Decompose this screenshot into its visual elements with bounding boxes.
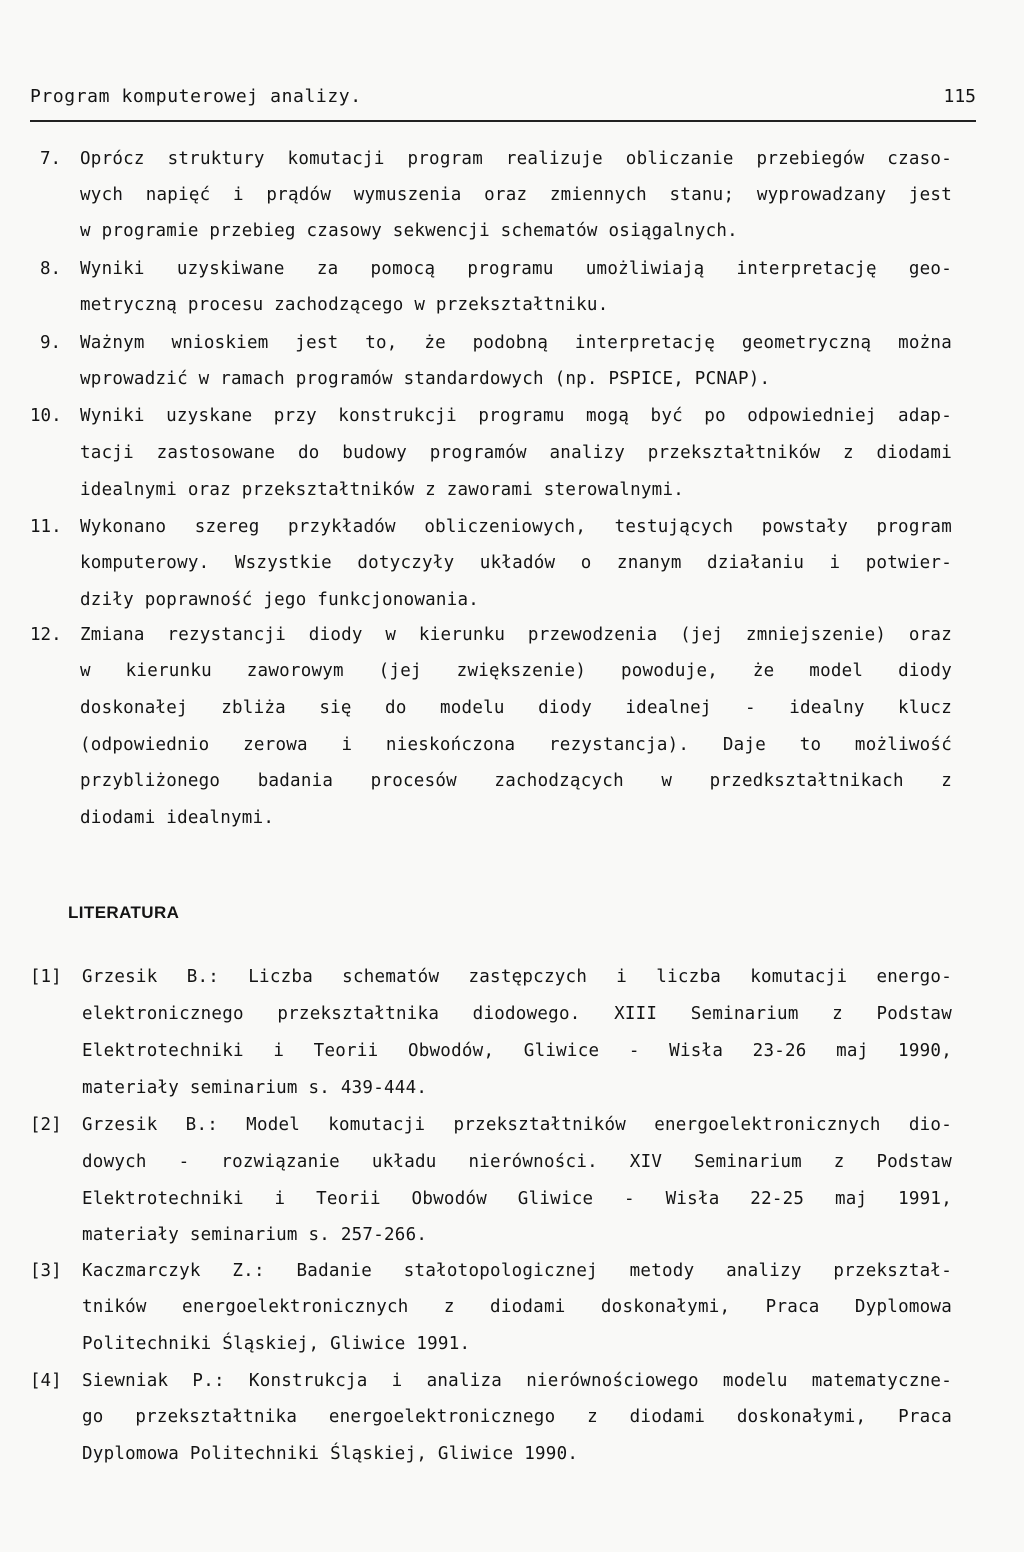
- conclusion-item-number: 8.: [40, 259, 62, 279]
- reference-item-number: [1]: [30, 967, 62, 987]
- reference-item-text-line: materiały seminarium s. 257-266.: [82, 1225, 428, 1245]
- conclusion-item-text-line: Oprócz struktury komutacji program realizuje obliczanie przebiegów czaso-: [80, 149, 952, 169]
- conclusion-item-text-line: wych napięć i prądów wymuszenia oraz zmiennych stanu; wyprowadzany jest: [80, 185, 952, 205]
- page-number: 115: [943, 86, 976, 107]
- reference-item-text-line: Elektrotechniki i Teorii Obwodów, Gliwice - Wisła 23-26 maj 1990,: [82, 1041, 952, 1061]
- reference-item-text-line: Grzesik B.: Model komutacji przekształtników energoelektronicznych dio-: [82, 1115, 952, 1135]
- reference-item-text-line: tników energoelektronicznych z diodami doskonałymi, Praca Dyplomowa: [82, 1297, 952, 1317]
- conclusion-item-number: 7.: [40, 149, 62, 169]
- conclusion-item-number: 9.: [40, 333, 62, 353]
- reference-item-text-line: Kaczmarczyk Z.: Badanie stałotopologicznej metody analizy przekształ-: [82, 1261, 952, 1281]
- page-header: [30, 86, 976, 114]
- reference-item-text-line: Siewniak P.: Konstrukcja i analiza nierównościowego modelu matematyczne-: [82, 1371, 952, 1391]
- reference-item-text-line: materiały seminarium s. 439-444.: [82, 1078, 428, 1098]
- conclusion-item-number: 12.: [30, 625, 62, 645]
- conclusion-item-text-line: diodami idealnymi.: [80, 808, 275, 828]
- conclusion-item-text-line: przybliżonego badania procesów zachodzących w przedkształtnikach z: [80, 771, 952, 791]
- conclusion-item-text-line: wprowadzić w ramach programów standardowych (np. PSPICE, PCNAP).: [80, 369, 771, 389]
- conclusion-item-text-line: w programie przebieg czasowy sekwencji schematów osiągalnych.: [80, 221, 738, 241]
- reference-item-number: [2]: [30, 1115, 62, 1135]
- conclusion-item-text-line: Zmiana rezystancji diody w kierunku przewodzenia (jej zmniejszenie) oraz: [80, 625, 952, 645]
- literature-heading: LITERATURA: [68, 903, 180, 922]
- conclusion-item-text-line: komputerowy. Wszystkie dotyczyły układów o znanym działaniu i potwier-: [80, 553, 952, 573]
- reference-item-text-line: Politechniki Śląskiej, Gliwice 1991.: [82, 1334, 471, 1354]
- reference-item-number: [3]: [30, 1261, 62, 1281]
- conclusion-item-text-line: (odpowiednio zerowa i nieskończona rezystancja). Daje to możliwość: [80, 735, 952, 755]
- reference-item-text-line: dowych - rozwiązanie układu nierówności. XIV Seminarium z Podstaw: [82, 1152, 952, 1172]
- conclusion-item-text-line: doskonałej zbliża się do modelu diody idealnej - idealny klucz: [80, 698, 952, 718]
- reference-item-text-line: elektronicznego przekształtnika diodowego. XIII Seminarium z Podstaw: [82, 1004, 952, 1024]
- running-title: Program komputerowej analizy.: [30, 86, 362, 107]
- conclusion-item-text-line: Wykonano szereg przykładów obliczeniowych, testujących powstały program: [80, 517, 952, 537]
- reference-item-text-line: go przekształtnika energoelektronicznego z diodami doskonałymi, Praca: [82, 1407, 952, 1427]
- header-rule: [30, 120, 976, 122]
- reference-item-text-line: Dyplomowa Politechniki Śląskiej, Gliwice 1990.: [82, 1444, 579, 1464]
- conclusion-item-text-line: Wyniki uzyskane przy konstrukcji programu mogą być po odpowiedniej adap-: [80, 406, 952, 426]
- conclusion-item-text-line: dziły poprawność jego funkcjonowania.: [80, 590, 480, 610]
- conclusion-item-text-line: Ważnym wnioskiem jest to, że podobną interpretację geometryczną można: [80, 333, 952, 353]
- reference-item-text-line: Elektrotechniki i Teorii Obwodów Gliwice - Wisła 22-25 maj 1991,: [82, 1189, 952, 1209]
- reference-item-number: [4]: [30, 1371, 62, 1391]
- conclusion-item-text-line: metryczną procesu zachodzącego w przekształtniku.: [80, 295, 609, 315]
- reference-item-text-line: Grzesik B.: Liczba schematów zastępczych i liczba komutacji energo-: [82, 967, 952, 987]
- conclusion-item-text-line: Wyniki uzyskiwane za pomocą programu umożliwiają interpretację geo-: [80, 259, 952, 279]
- conclusion-item-text-line: tacji zastosowane do budowy programów analizy przekształtników z diodami: [80, 443, 952, 463]
- conclusion-item-number: 11.: [30, 517, 62, 537]
- conclusion-item-text-line: idealnymi oraz przekształtników z zaworami sterowalnymi.: [80, 480, 685, 500]
- conclusion-item-number: 10.: [30, 406, 62, 426]
- conclusion-item-text-line: w kierunku zaworowym (jej zwiększenie) powoduje, że model diody: [80, 661, 952, 681]
